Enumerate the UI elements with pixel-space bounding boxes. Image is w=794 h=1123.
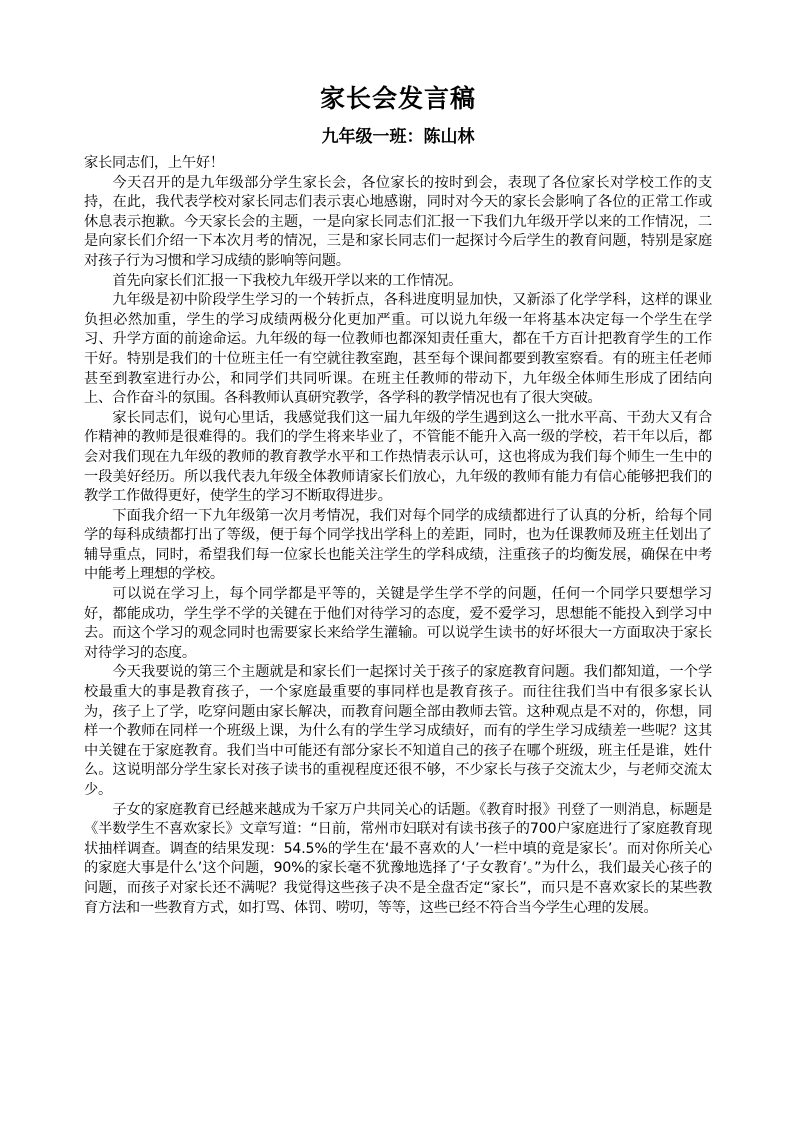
paragraph-1: 今天召开的是九年级部分学生家长会，各位家长的按时到会，表现了各位家长对学校工作的支持，在此，我代表学校对家长同志们表示衷心地感谢，同时对今天的家长会影响了各位的正常工作或休息表示抱歉。今天家长会的主题，一是向家长同志们汇报一下我们九年级开学以来的工作情况，二是向家长们介绍一下本次月考的情况，三是和家长同志们一起探讨今后学生的教育问题，特别是家庭对孩子行为习惯和学习成绩的影响等问题。	[84, 174, 712, 269]
paragraph-4: 家长同志们，说句心里话，我感觉我们这一届九年级的学生遇到这么一批水平高、干劲大又有合作精神的教师是很难得的。我们的学生将来毕业了，不管能不能升入高一级的学校，若干年以后，都会对我们现在九年级的教师的教育教学水平和工作热情表示认可，这也将成为我们每个师生一生中的一段美好经历。所以我代表九年级全体教师请家长们放心，九年级的教师有能力有信心能够把我们的教学工作做得更好，使学生的学习不断取得进步。	[84, 409, 712, 505]
document-title: 家长会发言稿	[319, 84, 476, 113]
paragraph-2: 首先向家长们汇报一下我校九年级开学以来的工作情况。	[112, 272, 463, 289]
paragraph-3: 九年级是初中阶段学生学习的一个转折点，各科进度明显加快，又新添了化学学科，这样的课业负担必然加重，学生的学习成绩两极分化更加严重。可以说九年级一年将基本决定每一个学生在学习、升学方面的前途命运。九年级的每一位教师也都深知责任重大，都在千方百计把教育学生的工作干好。特别是我们的十位班主任一有空就往教室跑，甚至每个课间都要到教室察看。有的班主任老师甚至到教室进行办公，和同学们共同听课。在班主任教师的带动下，九年级全体师生形成了团结向上、合作奋斗的氛围。各科教师认真研究教学，各学科的教学情况也有了很大突破。	[84, 292, 712, 407]
paragraph-6: 可以说在学习上，每个同学都是平等的，关键是学生学不学的问题，任何一个同学只要想学习好，都能成功，学生学不学的关键在于他们对待学习的态度，爱不爱学习，思想能不能投入到学习中去。而这个学习的观念同时也需要家长来给学生灌输。可以说学生读书的好坏很大一方面取决于家长对待学习的态度。	[84, 586, 712, 661]
paragraph-5: 下面我介绍一下九年级第一次月考情况，我们对每个同学的成绩都进行了认真的分析，给每个同学的每科成绩都打出了等级，便于每个同学找出学科上的差距，同时，也为任课教师及班主任划出了辅导重点，同时，希望我们每一位家长也能关注学生的学科成绩，注重孩子的均衡发展，确保在中考中能考上理想的学校。	[84, 507, 712, 583]
paragraph-8: 子女的家庭教育已经越来越成为千家万户共同关心的话题。《教育时报》刊登了一则消息，标题是《半数学生不喜欢家长》文章写道：“日前，常州市妇联对有读书孩子的700户家庭进行了家庭教育现状抽样调查。调查的结果发现：54.5%的学生在‘最不喜欢的人’一栏中填的竟是家长’。而对你所关心的家庭大事是什么’这个问题，90%的家长毫不犹豫地选择了‘子女教育’。”为什么，我们最关心孩子的问题，而孩子对家长还不满呢？我觉得这些孩子决不是全盘否定“家长”，而只是不喜欢家长的某些教育方法和一些教育方式，如打骂、体罚、唠叨，等等，这些已经不符合当今学生心理的发展。	[84, 801, 712, 916]
document-subtitle: 九年级一班：陈山林	[321, 127, 475, 147]
document-body	[84, 154, 712, 918]
document-page	[84, 82, 712, 918]
paragraph-7: 今天我要说的第三个主题就是和家长们一起探讨关于孩子的家庭教育问题。我们都知道，一个学校最重大的事是教育孩子，一个家庭最重要的事同样也是教育孩子。而往往我们当中有很多家长认为，孩子上了学，吃穿问题由家长解决，而教育问题全部由教师去管。这种观点是不对的，你想，同样一个教师在同样一个班级上课，为什么有的学生学习成绩好，而有的学生学习成绩差一些呢？这其中关键在于家庭教育。我们当中可能还有部分家长不知道自己的孩子在哪个班级，班主任是谁，姓什么。这说明部分学生家长对孩子读书的重视程度还很不够，不少家长与孩子交流太少，与老师交流太少。	[84, 664, 712, 798]
greeting-paragraph: 家长同志们，上午好！	[84, 155, 224, 171]
